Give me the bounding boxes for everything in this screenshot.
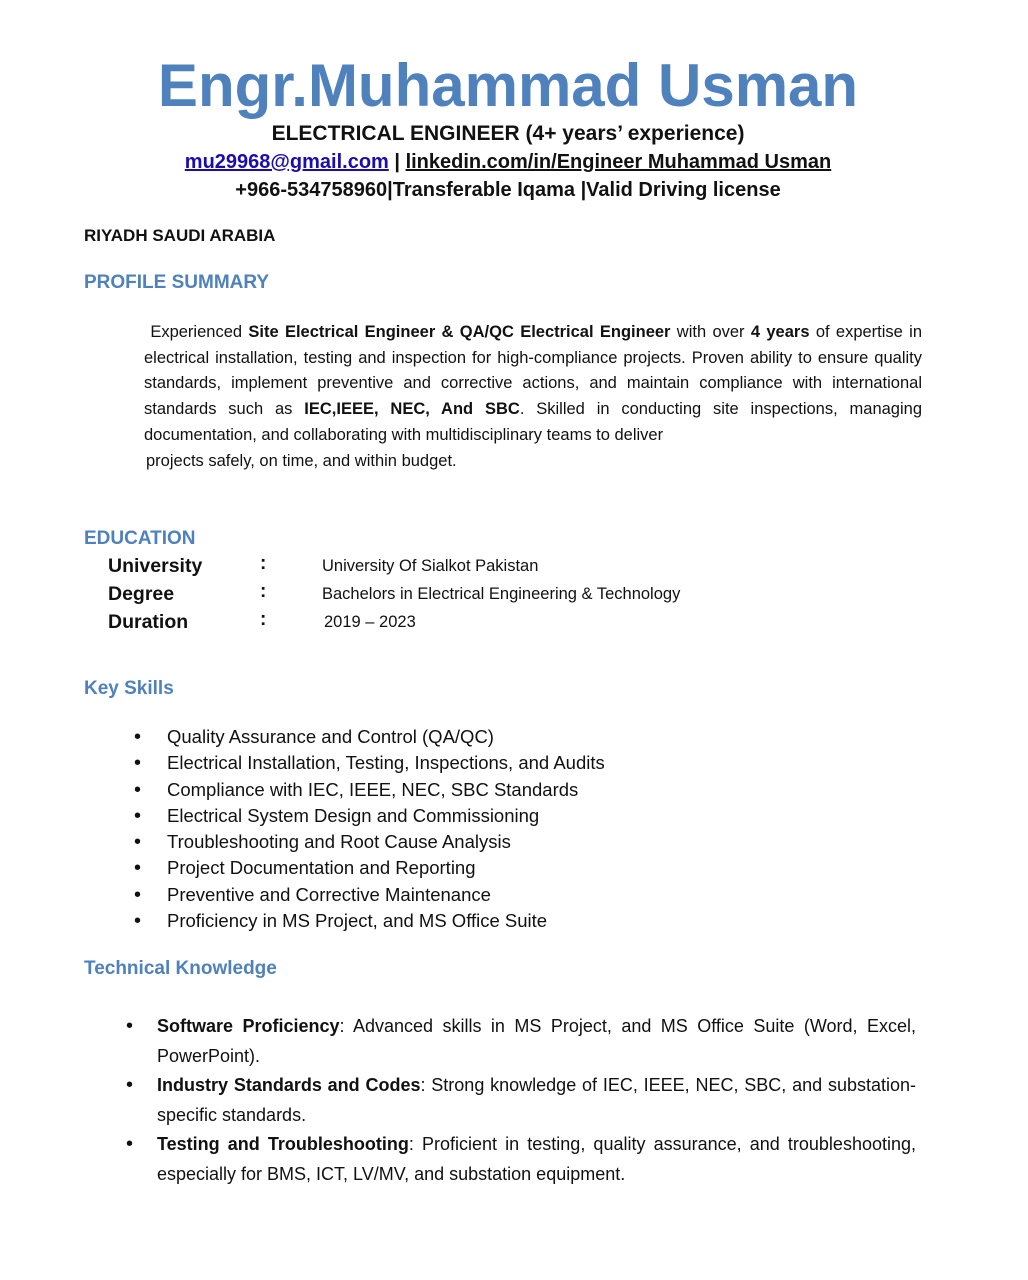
job-title: ELECTRICAL ENGINEER (4+ years’ experience) — [271, 122, 745, 145]
education-key: Duration — [108, 611, 189, 633]
key-skills-list — [134, 724, 605, 934]
candidate-name: Engr.Muhammad Usman — [157, 52, 859, 119]
email-link[interactable]: mu29968@gmail.com — [184, 151, 389, 173]
contact-line — [0, 148, 1016, 176]
education-heading: EDUCATION — [84, 528, 196, 549]
list-item: • Industry Standards and Codes: Strong knowledge of IEC, IEEE, NEC, SBC, and substation-specific standards. — [126, 1071, 916, 1130]
technical-knowledge-list — [126, 1012, 916, 1189]
education-row-duration — [108, 608, 808, 636]
summary-paragraph: Experienced Site Electrical Engineer & QA/QC Electrical Engineer with over 4 years of expertise in electrical installation, testing and inspection for high-compliance projects. Proven ability to ensure quality standards, implement preventive and corrective actions, and maintain compliance with international standards such as IEC,IEEE, NEC, And SBC. Skilled in conducting site inspections, managing documentation, and collaborating with multidisciplinary teams to deliver — [144, 323, 922, 444]
key-skills-heading: Key Skills — [84, 678, 174, 699]
linkedin-link[interactable]: linkedin.com/in/Engineer Muhammad Usman — [405, 151, 832, 173]
summary-tail: projects safely, on time, and within budget. — [146, 451, 457, 470]
education-key: Degree — [108, 583, 175, 605]
education-colon: : — [260, 553, 267, 574]
list-item: • Project Documentation and Reporting — [134, 855, 605, 881]
profile-summary-heading: PROFILE SUMMARY — [84, 272, 270, 293]
education-row-university — [108, 552, 808, 580]
list-item: • Testing and Troubleshooting: Proficient in testing, quality assurance, and troubleshooting, especially for BMS, ICT, LV/MV, and substation equipment. — [126, 1130, 916, 1189]
list-item: • Software Proficiency: Advanced skills in MS Project, and MS Office Suite (Word, Excel, PowerPoint). — [126, 1012, 916, 1071]
education-row-degree — [108, 580, 808, 608]
profile-summary — [144, 320, 922, 474]
list-item: • Compliance with IEC, IEEE, NEC, SBC Standards — [134, 777, 605, 803]
location: RIYADH SAUDI ARABIA — [84, 226, 276, 245]
education-value: 2019 – 2023 — [324, 613, 416, 631]
separator: | — [388, 151, 406, 173]
list-item: • Proficiency in MS Project, and MS Office Suite — [134, 908, 605, 934]
list-item: • Electrical System Design and Commissioning — [134, 803, 605, 829]
technical-knowledge-heading: Technical Knowledge — [84, 958, 277, 979]
list-item: • Preventive and Corrective Maintenance — [134, 882, 605, 908]
education-value: Bachelors in Electrical Engineering & Technology — [322, 585, 681, 603]
education-colon: : — [260, 581, 267, 602]
list-item: • Troubleshooting and Root Cause Analysis — [134, 829, 605, 855]
phone-line: +966-534758960|Transferable Iqama |Valid Driving license — [235, 179, 781, 201]
list-item: • Electrical Installation, Testing, Inspections, and Audits — [134, 750, 605, 776]
list-item: • Quality Assurance and Control (QA/QC) — [134, 724, 605, 750]
education-key: University — [108, 555, 203, 577]
education-value: University Of Sialkot Pakistan — [322, 557, 539, 575]
education-colon: : — [260, 609, 267, 630]
